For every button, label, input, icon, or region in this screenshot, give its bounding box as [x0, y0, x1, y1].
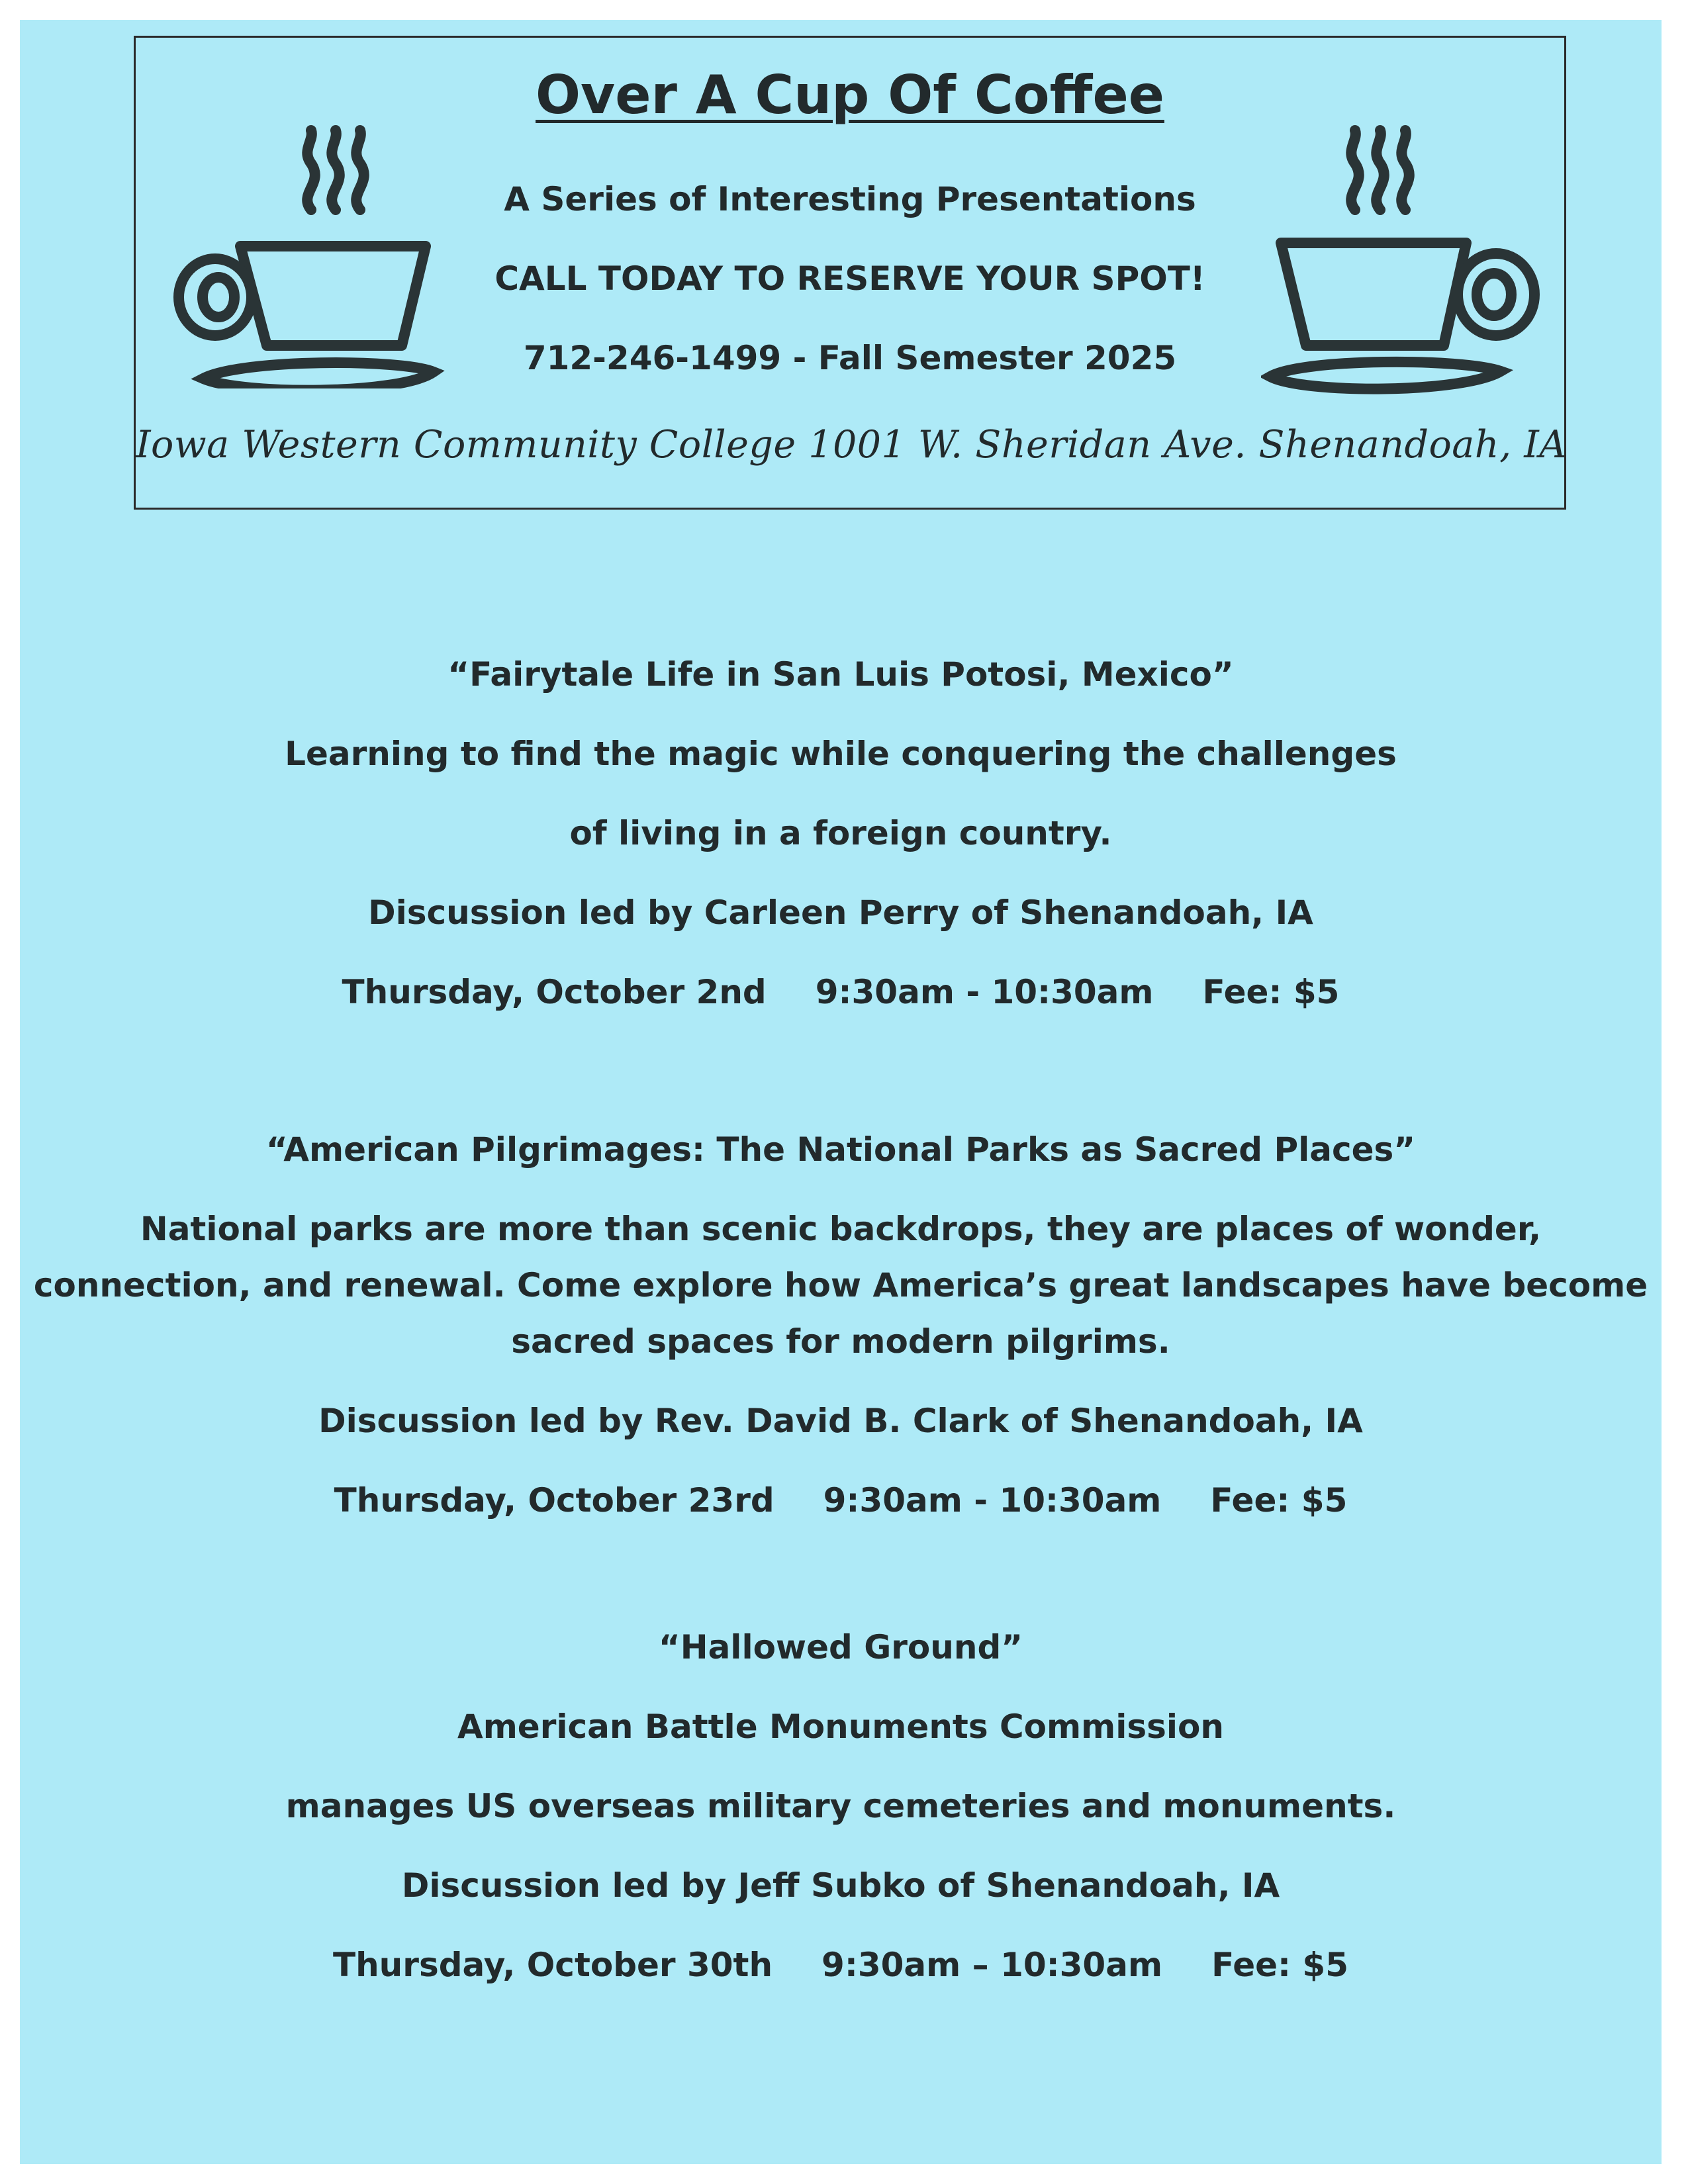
event-description-line: sacred spaces for modern pilgrims. [511, 1322, 1170, 1361]
event-fee: Fee: $5 [1210, 1481, 1348, 1520]
event-title: “American Pilgrimages: The National Parks as Sacred Places” [265, 1130, 1416, 1169]
college-address: Iowa Western Community College 1001 W. Sheridan Ave. Shenandoah, IA [136, 423, 1567, 467]
event-description-line: of living in a foreign country. [569, 814, 1112, 852]
event-title: “Hallowed Ground” [658, 1628, 1023, 1666]
event-description-line: manages US overseas military cemeteries and monuments. [285, 1787, 1396, 1825]
event-description-line: connection, and renewal. Come explore how America’s great landscapes have become [33, 1266, 1648, 1304]
series-subtitle: A Series of Interesting Presentations [504, 180, 1196, 218]
event-date: Thursday, October 23rd [334, 1481, 774, 1520]
event-fee: Fee: $5 [1202, 973, 1340, 1011]
event-time: 9:30am - 10:30am [815, 973, 1154, 1011]
flyer-page [20, 20, 1662, 2164]
event-time: 9:30am - 10:30am [823, 1481, 1162, 1520]
event-description-line: American Battle Monuments Commission [457, 1707, 1224, 1746]
event-title: “Fairytale Life in San Luis Potosi, Mexico” [447, 655, 1234, 694]
event-schedule [20, 973, 1662, 1011]
event-description-line: Learning to find the magic while conquering the challenges [285, 735, 1397, 773]
event-date: Thursday, October 2nd [342, 973, 767, 1011]
event-schedule [20, 1481, 1662, 1520]
event-description-line: National parks are more than scenic backdrops, they are places of wonder, [140, 1210, 1542, 1248]
event-date: Thursday, October 30th [332, 1946, 773, 1984]
event-schedule [20, 1946, 1662, 1984]
event-leader: Discussion led by Jeff Subko of Shenandoah, IA [401, 1866, 1280, 1905]
page-title: Over A Cup Of Coffee [536, 64, 1164, 126]
call-to-action: CALL TODAY TO RESERVE YOUR SPOT! [494, 259, 1205, 298]
phone-semester: 712-246-1499 - Fall Semester 2025 [523, 339, 1177, 377]
event-leader: Discussion led by Carleen Perry of Shenandoah, IA [368, 893, 1313, 932]
event-fee: Fee: $5 [1211, 1946, 1348, 1984]
event-leader: Discussion led by Rev. David B. Clark of Shenandoah, IA [318, 1402, 1363, 1440]
header-box [134, 36, 1566, 510]
event-time: 9:30am – 10:30am [821, 1946, 1163, 1984]
